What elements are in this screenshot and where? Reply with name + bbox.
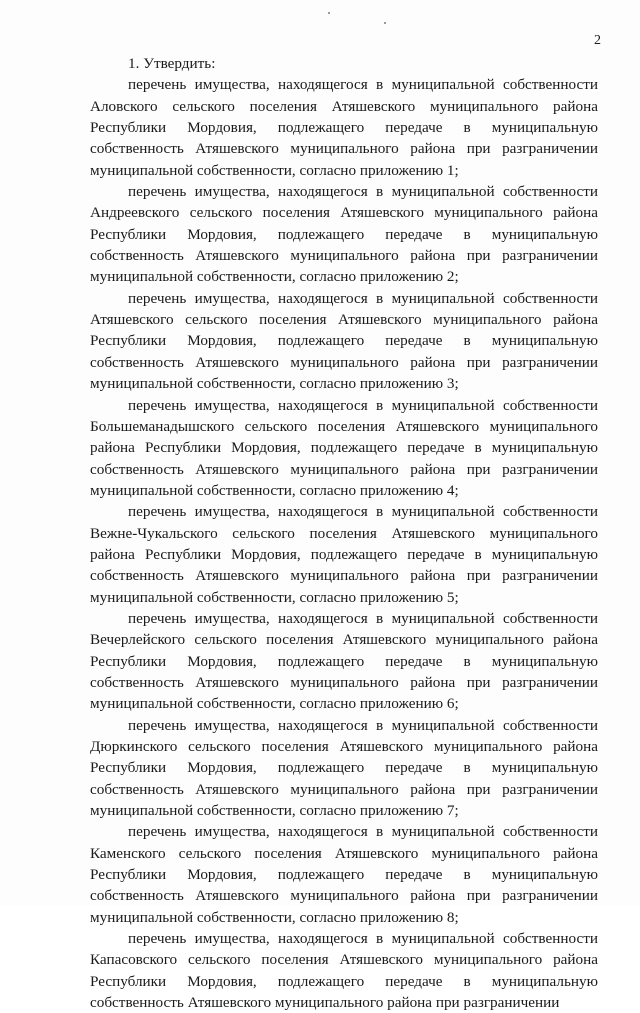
scan-speck: [328, 12, 330, 14]
document-body: [90, 53, 598, 1013]
list-item-paragraph: перечень имущества, находящегося в муниципальной собственности Вежне-Чукальского сельского поселения Атяшевского муниципального района Республики Мордовия, подлежащего передаче в муниципальную собственность Атяшевского муниципального района при разграничении муниципальной собственности, согласно приложению 5;: [90, 503, 598, 606]
list-item-paragraph: перечень имущества, находящегося в муниципальной собственности Вечерлейского сельского поселения Атяшевского муниципального района Республики Мордовия, подлежащего передаче в муниципальную собственность Атяшевского муниципального района при разграничении муниципальной собственности, согласно приложению 6;: [90, 609, 598, 713]
page-number: 2: [594, 33, 601, 48]
scan-speck: [384, 22, 386, 24]
list-item-paragraph: перечень имущества, находящегося в муниципальной собственности Атяшевского сельского поселения Атяшевского муниципального района Республики Мордовия, подлежащего передаче в муниципальную собственность Атяшевского муниципального района при разграничении муниципальной собственности, согласно приложению 3;: [90, 289, 598, 393]
list-item-paragraph: перечень имущества, находящегося в муниципальной собственности Дюркинского сельского поселения Атяшевского муниципального района Республики Мордовия, подлежащего передаче в муниципальную собственность Атяшевского муниципального района при разграничении муниципальной собственности, согласно приложению 7;: [90, 716, 598, 820]
list-item-paragraph: перечень имущества, находящегося в муниципальной собственности Каменского сельского поселения Атяшевского муниципального района Республики Мордовия, подлежащего передаче в муниципальную собственность Атяшевского муниципального района при разграничении муниципальной собственности, согласно приложению 8;: [90, 823, 598, 926]
list-item-paragraph: перечень имущества, находящегося в муниципальной собственности Капасовского сельского поселения Атяшевского муниципального района Республики Мордовия, подлежащего передаче в муниципальную собственность Атяшевского муниципального района при разграничении: [90, 930, 598, 1012]
list-item-paragraph: перечень имущества, находящегося в муниципальной собственности Аловского сельского поселения Атяшевского муниципального района Республики Мордовия, подлежащего передаче в муниципальную собственность Атяшевского муниципального района при разграничении муниципальной собственности, согласно приложению 1;: [90, 76, 598, 179]
list-item-paragraph: перечень имущества, находящегося в муниципальной собственности Андреевского сельского поселения Атяшевского муниципального района Республики Мордовия, подлежащего передаче в муниципальную собственность Атяшевского муниципального района при разграничении муниципальной собственности, согласно приложению 2;: [90, 183, 598, 286]
list-item-paragraph: перечень имущества, находящегося в муниципальной собственности Большеманадышского сельского поселения Атяшевского муниципального района Республики Мордовия, подлежащего передаче в муниципальную собственность Атяшевского муниципального района при разграничении муниципальной собственности, согласно приложению 4;: [90, 396, 598, 499]
section-heading: 1. Утвердить:: [128, 55, 216, 72]
